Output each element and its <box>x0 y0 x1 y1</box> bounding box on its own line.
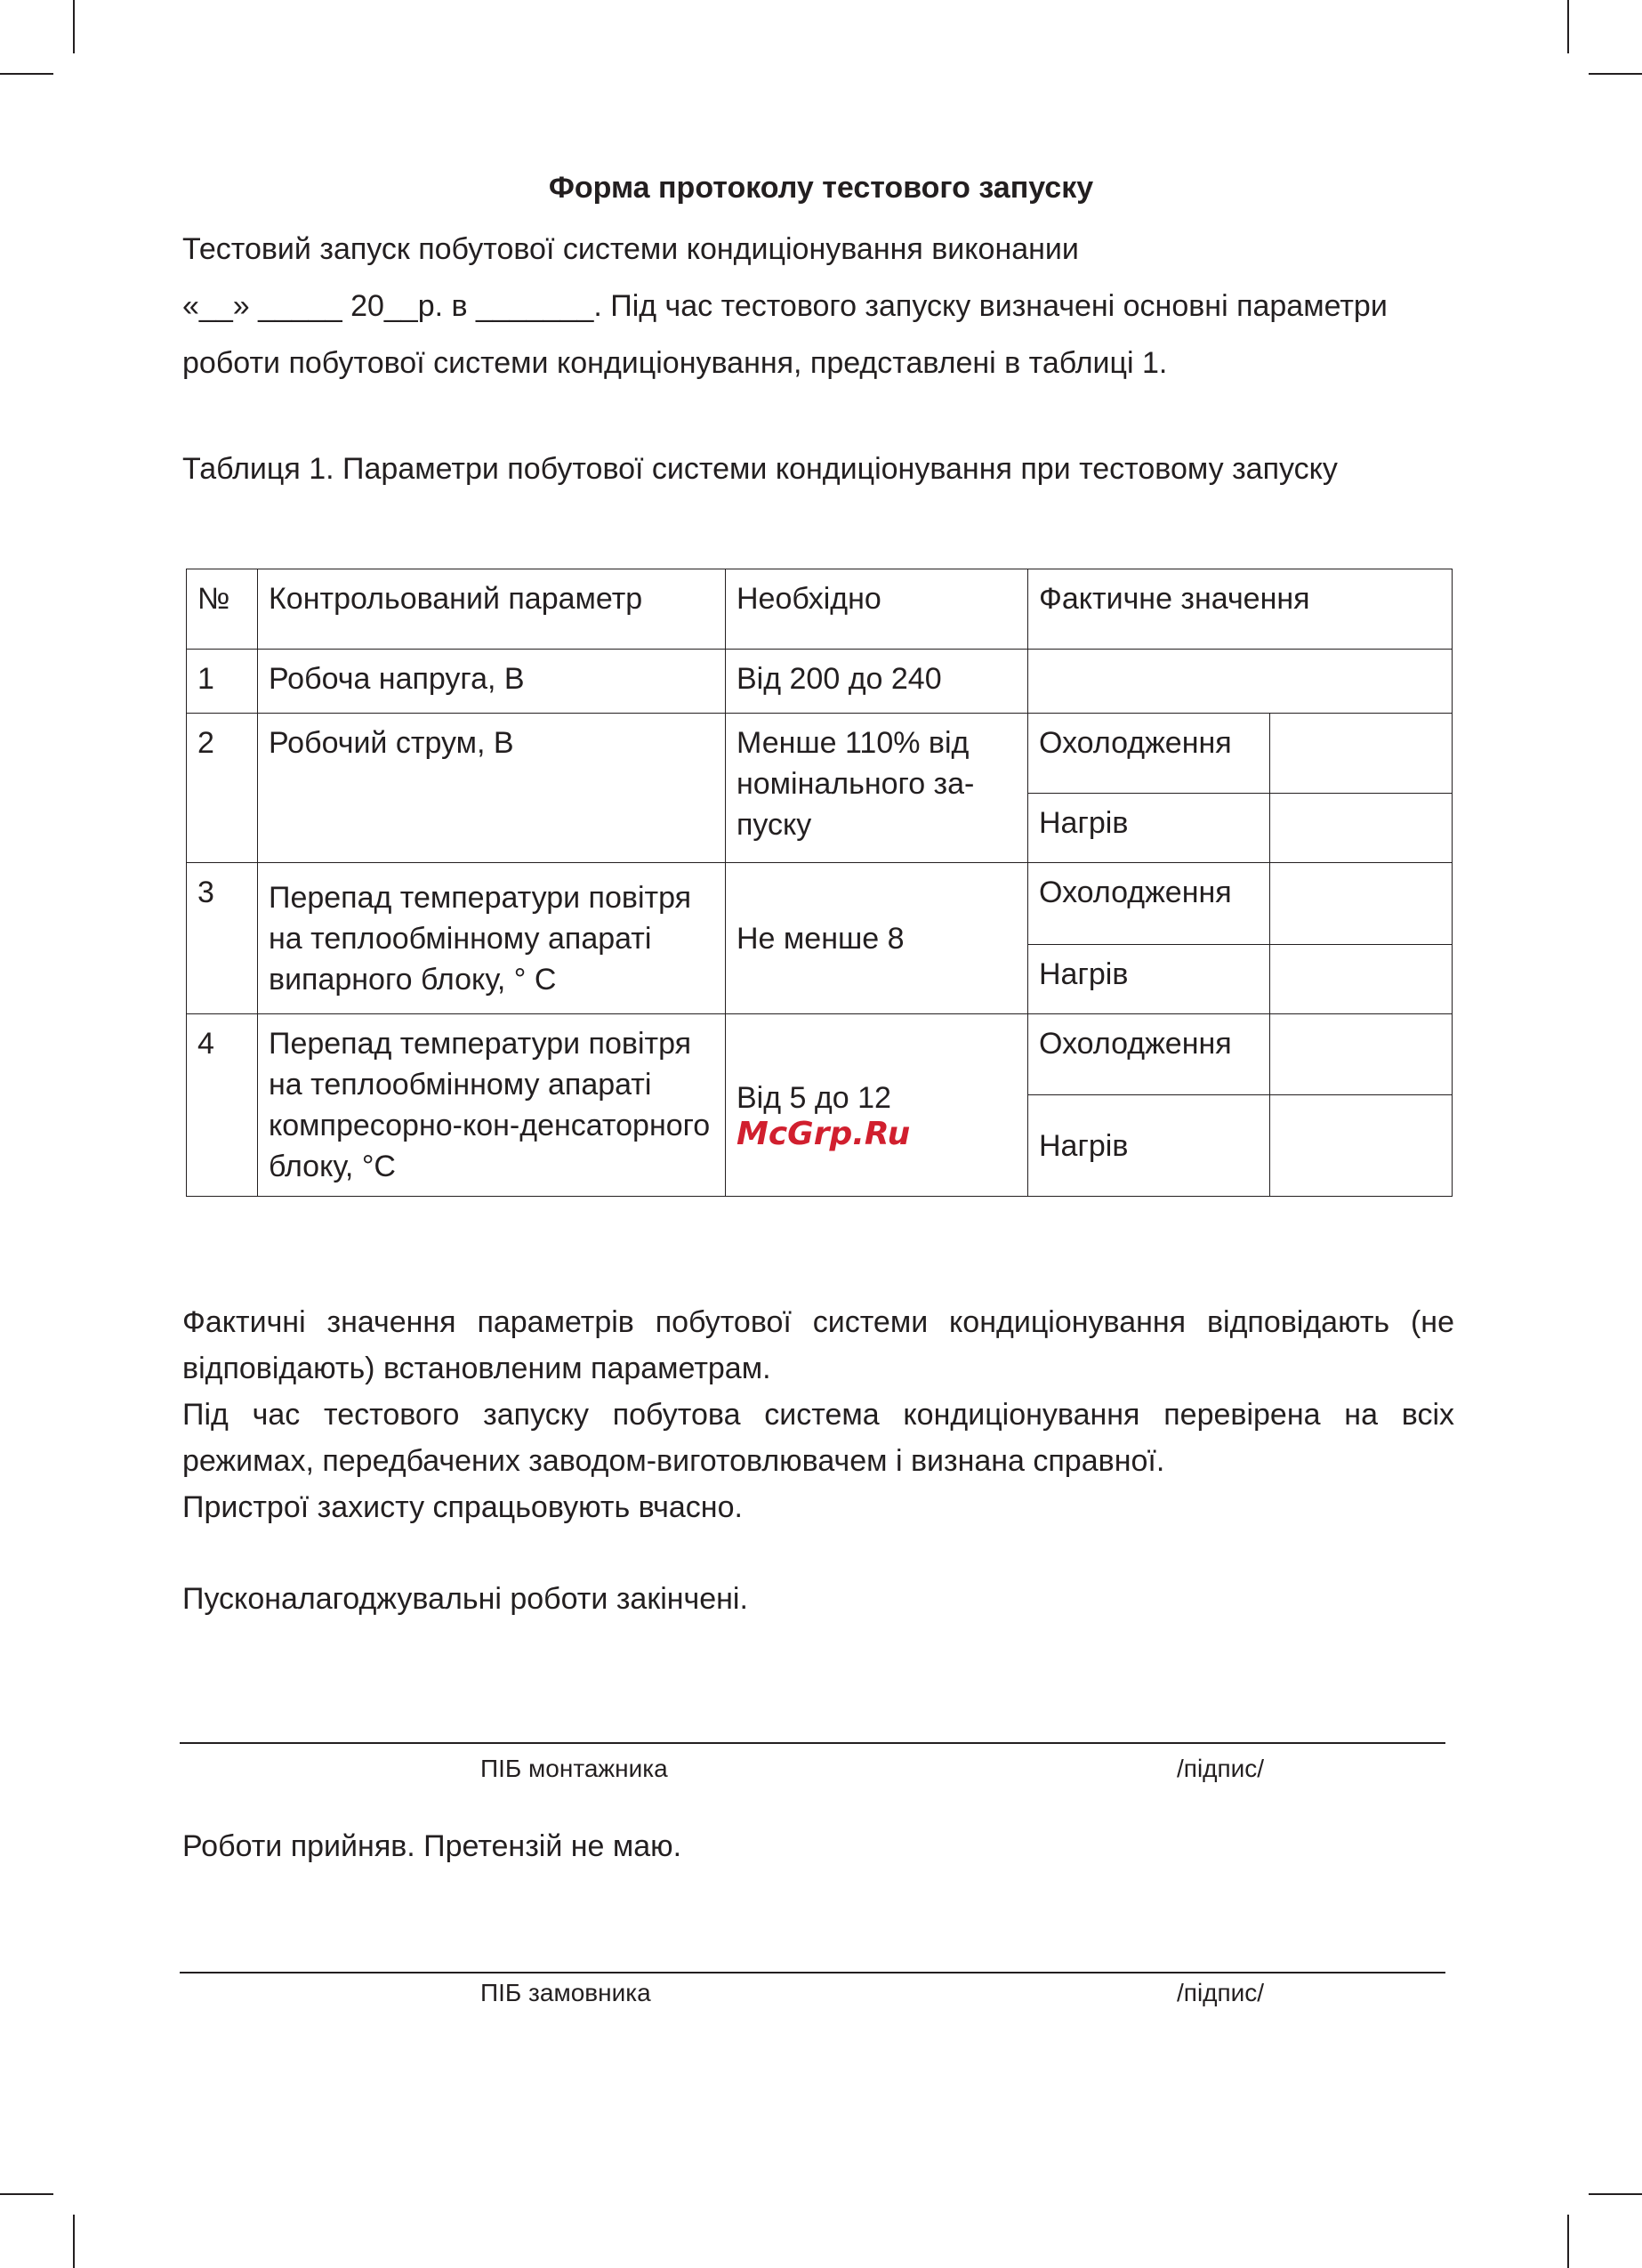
row-required: Від 200 до 240 <box>726 650 1028 714</box>
cooling-value-cell[interactable] <box>1270 714 1453 794</box>
table-header-row <box>187 569 1453 650</box>
page-title: Форма протоколу тестового запуску <box>548 171 1094 205</box>
installer-name-label: ПІБ монтажника <box>480 1755 668 1782</box>
crop-mark <box>73 0 75 53</box>
intro-line: роботи побутової системи кондиціонування, представлені в таблиці 1. <box>182 346 1168 380</box>
crop-mark <box>1567 0 1569 53</box>
row-parameter: Робочий струм, В <box>258 714 726 863</box>
crop-mark <box>1589 2193 1642 2195</box>
crop-mark <box>1567 2215 1569 2268</box>
header-actual: Фактичне значення <box>1028 569 1453 650</box>
mode-cooling-label: Охолодження <box>1028 714 1270 794</box>
intro-paragraph <box>182 221 1454 391</box>
cooling-value-cell[interactable] <box>1270 1014 1453 1095</box>
heating-value-cell[interactable] <box>1270 794 1453 863</box>
table-row <box>187 650 1453 714</box>
parameters-table <box>186 569 1453 1197</box>
mode-heating-label: Нагрів <box>1028 794 1270 863</box>
header-parameter: Контрольований параметр <box>258 569 726 650</box>
conclusion-text: Під час тестового запуску побутова система кондиціонування перевірена на всіх режимах, передбачених заводом-виготовлювачем і визнана справної. <box>182 1398 1454 1478</box>
row-required: Не менше 8 <box>726 863 1028 1014</box>
crop-mark <box>0 73 53 75</box>
acceptance-text: Роботи прийняв. Претензій не маю. <box>182 1829 682 1863</box>
row-required: Менше 110% від номінального за- пуску <box>726 714 1028 863</box>
mode-cooling-label: Охолодження <box>1028 1014 1270 1095</box>
conclusion-text: Пристрої захисту спрацьовують вчасно. <box>182 1490 743 1524</box>
heating-value-cell[interactable] <box>1270 945 1453 1014</box>
row-parameter: Робоча напруга, В <box>258 650 726 714</box>
customer-signature-line[interactable] <box>180 1972 1445 1973</box>
watermark: McGrp.Ru <box>736 1116 911 1152</box>
cooling-value-cell[interactable] <box>1270 863 1453 945</box>
customer-signature-label: /підпис/ <box>1177 1979 1265 2006</box>
row-actual-value[interactable] <box>1028 650 1453 714</box>
row-parameter: Перепад температури повітря на теплообмінному апараті випарного блоку, ° С <box>258 863 726 1014</box>
conclusion-text: Фактичні значення параметрів побутової системи кондиціонування відповідають (не відповідають) встановленим параметрам. <box>182 1305 1454 1385</box>
customer-name-label: ПІБ замовника <box>480 1979 651 2006</box>
row-number: 1 <box>187 650 258 714</box>
installer-signature-label: /підпис/ <box>1177 1755 1265 1782</box>
row-required <box>726 1014 1028 1197</box>
crop-mark <box>1589 73 1642 75</box>
completion-text: Пусконалагоджувальні роботи закінчені. <box>182 1582 748 1616</box>
row-number: 4 <box>187 1014 258 1197</box>
table-row <box>187 1014 1453 1095</box>
row-number: 3 <box>187 863 258 1014</box>
intro-line: «__» _____ 20__р. в _______. Під час тестового запуску визначені основні параметри <box>182 289 1388 323</box>
crop-mark <box>73 2215 75 2268</box>
mode-cooling-label: Охолодження <box>1028 863 1270 945</box>
header-number: № <box>187 569 258 650</box>
mode-heating-label: Нагрів <box>1028 1095 1270 1197</box>
crop-mark <box>0 2193 53 2195</box>
row-number: 2 <box>187 714 258 863</box>
table-caption: Таблиця 1. Параметри побутової системи кондиціонування при тестовому запуску <box>182 452 1338 486</box>
mode-heating-label: Нагрів <box>1028 945 1270 1014</box>
table-row <box>187 714 1453 794</box>
row-parameter: Перепад температури повітря на теплообмінному апараті компресорно-кон-денсаторного блоку, °С <box>258 1014 726 1197</box>
heating-value-cell[interactable] <box>1270 1095 1453 1197</box>
installer-signature-line[interactable] <box>180 1742 1445 1744</box>
table-row <box>187 863 1453 945</box>
header-required: Необхідно <box>726 569 1028 650</box>
conclusion-paragraph <box>182 1299 1454 1530</box>
required-value: Від 5 до 12 <box>736 1081 891 1115</box>
intro-line: Тестовий запуск побутової системи кондиціонування виконании <box>182 232 1079 266</box>
